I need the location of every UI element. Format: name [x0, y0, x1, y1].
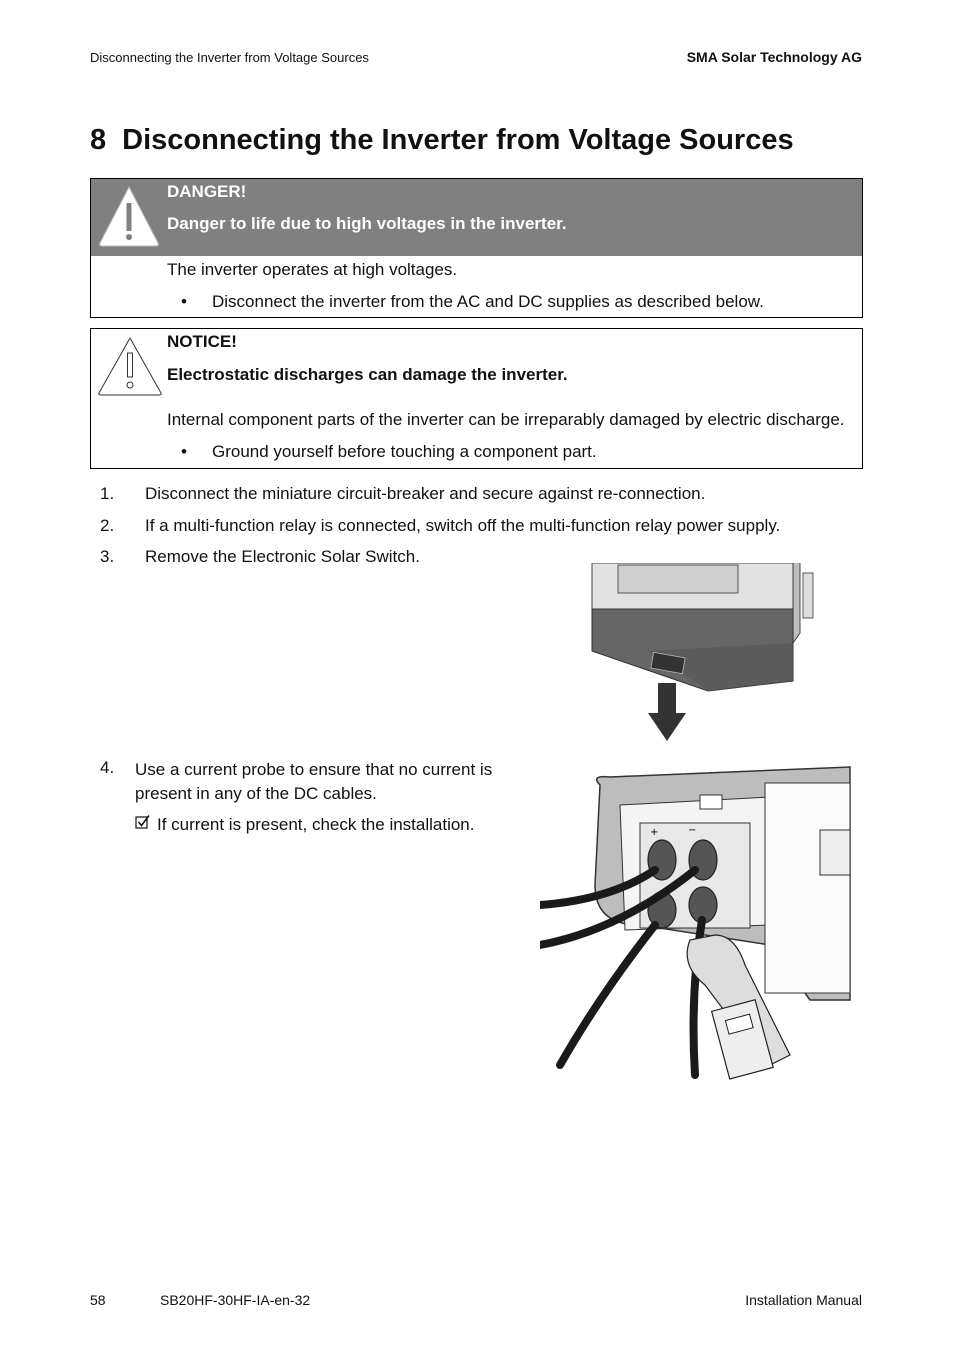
checkbox-icon [135, 814, 151, 835]
notice-text: Internal component parts of the inverter can be irreparably damaged by electric discharge. [167, 410, 845, 429]
notice-bullet-text: Ground yourself before touching a component part. [212, 442, 597, 461]
danger-label: DANGER! [167, 182, 247, 201]
step-1 [100, 484, 705, 504]
warning-triangle-icon [95, 183, 163, 249]
notice-triangle-icon [95, 335, 165, 397]
step-4-text: Use a current probe to ensure that no current is present in any of the DC cables. [135, 760, 493, 803]
plus-terminal-label: + [650, 827, 659, 838]
step-3-number: 3. [100, 547, 115, 566]
footer-doc-id: SB20HF-30HF-IA-en-32 [160, 1292, 311, 1308]
result-line [135, 814, 475, 835]
chapter-number: 8 [90, 124, 107, 156]
running-header-section: Disconnecting the Inverter from Voltage Sources [90, 50, 369, 65]
danger-text: The inverter operates at high voltages. [167, 260, 458, 279]
inverter-ess-removal-illustration [588, 563, 818, 748]
chapter-title-text: Disconnecting the Inverter from Voltage Sources [122, 124, 794, 156]
step-4 [100, 758, 520, 803]
result-text: If current is present, check the installation. [157, 815, 475, 834]
step-2 [100, 516, 780, 536]
step-3-text: Remove the Electronic Solar Switch. [145, 547, 420, 566]
dc-current-probe-illustration [540, 765, 855, 1080]
chapter-title [90, 124, 794, 157]
notice-label: NOTICE! [167, 332, 237, 351]
danger-box [90, 178, 863, 318]
danger-bullet: • Disconnect the inverter from the AC and DC supplies as described below. [181, 292, 764, 311]
running-header-company: SMA Solar Technology AG [686, 49, 862, 65]
danger-bullet-text: Disconnect the inverter from the AC and DC supplies as described below. [212, 292, 764, 311]
notice-box [90, 328, 863, 469]
footer-doc-type: Installation Manual [745, 1292, 862, 1308]
footer-page-number: 58 [90, 1292, 106, 1308]
step-4-number: 4. [100, 758, 115, 777]
step-1-number: 1. [100, 484, 115, 503]
step-1-text: Disconnect the miniature circuit-breaker and secure against re-connection. [145, 484, 706, 503]
danger-headline: Danger to life due to high voltages in the inverter. [167, 214, 567, 233]
step-2-text: If a multi-function relay is connected, switch off the multi-function relay power supply. [145, 516, 781, 535]
step-2-number: 2. [100, 516, 115, 535]
step-3 [100, 547, 420, 567]
notice-headline: Electrostatic discharges can damage the inverter. [167, 365, 568, 384]
notice-bullet: • Ground yourself before touching a component part. [181, 442, 597, 461]
minus-terminal-label: − [688, 825, 697, 836]
